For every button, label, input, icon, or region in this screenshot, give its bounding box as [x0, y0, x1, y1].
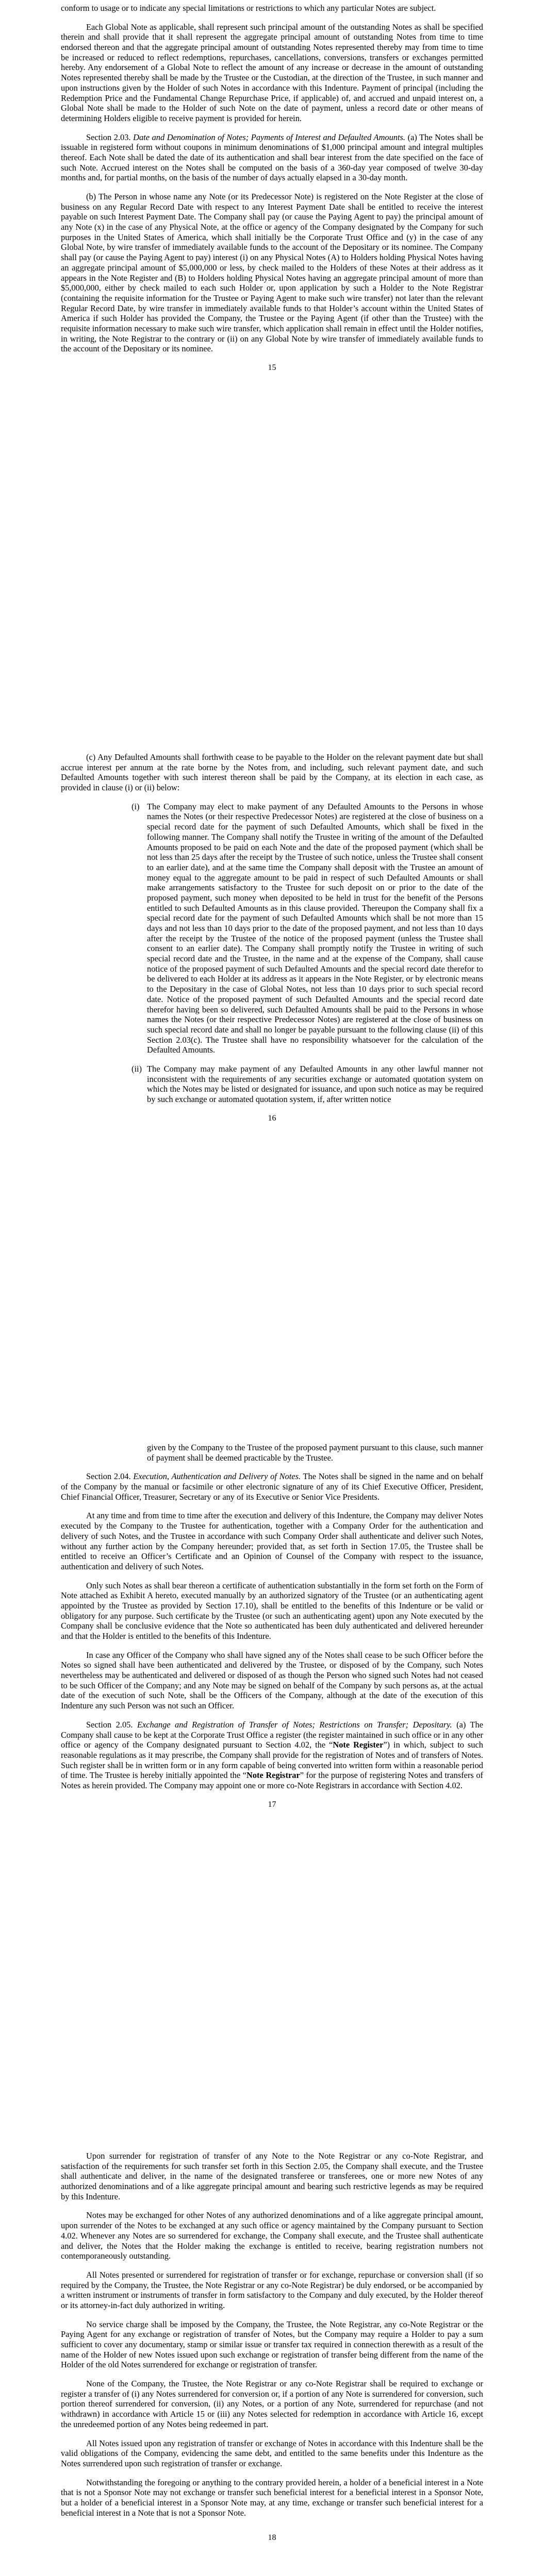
spacer [61, 2527, 483, 2533]
page-18 [0, 2120, 544, 2576]
section-2-03-heading: Section 2.03. [86, 132, 131, 142]
section-2-03-title: Date and Denomination of Notes; Payments of Interest and Defaulted Amounts. [133, 132, 406, 142]
paragraph-endorsement: All Notes presented or surrendered for registration of transfer or for exchange, repurchase or conversion shall (if so required by the Company, the Trustee, the Note Registrar or any co-Note Registrar) be duly endorsed, or be accompanied by a written instrument or instruments of transfer in form satisfactory to the Company and duly executed, by the Holder thereof or its attorney-in-fact duly authorized in writing. [61, 2269, 483, 2310]
section-2-04 [61, 1471, 483, 1502]
paragraph-global-note: Each Global Note as applicable, shall represent such principal amount of the outstanding Notes as shall be specified therein and shall provide that it shall represent the aggregate principal amount of outstanding Notes from time to time endorsed thereon and that the aggregate principal amount of outstanding Notes represented thereby may from time to time be increased or reduced to reflect redemptions, repurchases, cancellations, conversions, transfers or exchanges permitted hereby. Any endorsement of a Global Note to reflect the amount of any increase or decrease in the amount of outstanding Notes represented thereby shall be made by the Trustee or the Custodian, at the direction of the Trustee, in such manner and upon instructions given by the Holder of such Notes in accordance with this Indenture. Payment of principal (including the Redemption Price and the Fundamental Change Repurchase Price, if applicable) of, and accrued and unpaid interest on, a Global Note shall be made to the Holder of such Note on the date of payment, unless a record date or other means of determining Holders eligible to receive payment is provided for herein. [61, 22, 483, 123]
page-number: 15 [268, 363, 276, 372]
paragraph-no-exchange-required: None of the Company, the Trustee, the Note Registrar or any co-Note Registrar shall be required to exchange or register a transfer of (i) any Notes surrendered for conversion or, if a portion of any Note is surrendered for conversion, such portion thereof surrendered for conversion, (ii) any Notes, or a portion of any Note, surrendered for repurchase (and not withdrawn) in accordance with Article 15 or (iii) any Notes selected for redemption in accordance with Article 16, except the unredeemed portion of any Notes being redeemed in part. [61, 2379, 483, 2429]
section-2-05 [61, 1720, 483, 1791]
page-number: 18 [268, 2533, 276, 2543]
section-2-03-body: (a) The Notes shall be issuable in registered form without coupons in minimum denominations of $1,000 principal amount and integral multiples thereof. Each Note shall be dated the date of its authentication and shall bear interest from the date specified on the face of such Note. Accrued interest on the Notes shall be computed on the basis of a 360-day year composed of twelve 30-day months and, for partial months, on the basis of the number of days actually elapsed in a 30-day month. [61, 132, 483, 183]
page-17 [0, 1443, 544, 2120]
page-15 [0, 0, 544, 721]
paragraph-2-03-b: (b) The Person in whose name any Note (or its Predecessor Note) is registered on the Note Register at the close of business on any Regular Record Date with respect to any Interest Payment Date shall be entitled to receive the interest payable on such Interest Payment Date. The Company shall pay (or cause the Paying Agent to pay) the principal amount of any Note (x) in the case of any Physical Note, at the office or agency of the Company designated by the Company for such purposes in the United States of America, which shall initially be the Corporate Trust Office and (y) in the case of any Global Note, by wire transfer of immediately available funds to the account of the Depositary or its nominee. The Company shall pay (or cause the Paying Agent to pay) interest (i) on any Physical Notes (A) to Holders holding Physical Notes having an aggregate principal amount of $5,000,000 or less, by check mailed to the Holders of these Notes at their address as it appears in the Note Register and (B) to Holders holding Physical Notes having an aggregate principal amount of more than $5,000,000, either by check mailed to each such Holder or, upon application by such a Holder to the Note Registrar (containing the requisite information for the Trustee or Paying Agent to make such wire transfer) not later than the relevant Regular Record Date, by wire transfer in immediately available funds to that Holder’s account within the United States of America if such Holder has provided the Company, the Trustee or the Paying Agent (if other than the Trustee) with the requisite information necessary to make such wire transfer, which application shall remain in effect until the Holder notifies, in writing, the Note Registrar to the contrary or (ii) on any Global Note by wire transfer of immediately available funds to the account of the Depositary or its nominee. [61, 192, 483, 354]
clause-i-text: The Company may elect to make payment of any Defaulted Amounts to the Persons in whose names the Notes (or their respective Predecessor Notes) are registered at the close of business on a special record date for the payment of such Defaulted Amounts, which shall be fixed in the following manner. The Company shall notify the Trustee in writing of the amount of the Defaulted Amounts proposed to be paid on each Note and the date of the proposed payment (which shall be not less than 25 days after the receipt by the Trustee of such notice, unless the Trustee shall consent to an earlier date), and at the same time the Company shall deposit with the Trustee an amount of money equal to the aggregate amount to be paid in respect of such Defaulted Amounts or shall make arrangements satisfactory to the Trustee for such deposit on or prior to the date of the proposed payment, such money when deposited to be held in trust for the benefit of the Persons entitled to such Defaulted Amounts as in this clause provided. Thereupon the Company shall fix a special record date for the payment of such Defaulted Amounts which shall be not more than 15 days and not less than 10 days prior to the date of the proposed payment, and not less than 10 days after the receipt by the Trustee of the notice of the proposed payment (unless the Trustee shall consent to an earlier date). The Company shall promptly notify the Trustee in writing of such special record date and the Trustee, in the name and at the expense of the Company, shall cause notice of the proposed payment of such Defaulted Amounts and the special record date therefor to be delivered to each Holder at its address as it appears in the Note Register, or by electronic means to the Depositary in the case of Global Notes, not less than 10 days prior to such special record date. Notice of the proposed payment of such Defaulted Amounts and the special record date therefor having been so delivered, such Defaulted Amounts shall be paid to the Persons in whose names the Notes (or their respective Predecessor Notes) are registered at the close of business on such special record date and shall no longer be payable pursuant to the following clause (ii) of this Section 2.03(c). The Trustee shall have no responsibility whatsoever for the calculation of the Defaulted Amounts. [147, 801, 483, 1055]
paragraph-valid-obligations: All Notes issued upon any registration of transfer or exchange of Notes in accordance with this Indenture shall be the valid obligations of the Company, evidencing the same debt, and entitled to the same benefits under this Indenture as the Notes surrendered upon such registration of transfer or exchange. [61, 2438, 483, 2468]
section-2-04-body: The Notes shall be signed in the name and on behalf of the Company by the manual or facsimile or other electronic signature of any of its Chief Executive Officer, President, Chief Financial Officer, Treasurer, Secretary or any of its Executive or Senior Vice Presidents. [61, 1471, 483, 1502]
paragraph-authentication: At any time and from time to time after the execution and delivery of this Indenture, the Company may deliver Notes executed by the Company to the Trustee for authentication, together with a Company Order for the authentication and delivery of such Notes, and the Trustee in accordance with such Company Order shall authenticate and deliver such Notes, without any further action by the Company hereunder; provided that, as set forth in Section 17.05, the Trustee shall be entitled to receive an Officer’s Certificate and an Opinion of Counsel of the Company with respect to the issuance, authentication and delivery of such Notes. [61, 1511, 483, 1571]
clause-ii-continued [131, 1443, 483, 1463]
section-2-04-heading: Section 2.04. [86, 1471, 131, 1482]
section-2-05-body-b: ”) in which, subject to such reasonable regulations as it may prescribe, the Company shall provide for the registration of Notes and of transfers of Notes. Such register shall be in written form or in any form capable of being converted into written form within a reasonable period of time. The Trustee is hereby initially appointed the “ [61, 1740, 483, 1781]
section-2-05-body-c: ” for the purpose of registering Notes and transfers of Notes as herein provided. The Company may appoint one or more co-Note Registrars in accordance with Section 4.02. [61, 1770, 484, 1790]
section-2-05-heading: Section 2.05. [86, 1719, 133, 1730]
section-2-04-title: Execution, Authentication and Delivery of Notes. [133, 1471, 301, 1482]
paragraph-upon-surrender: Upon surrender for registration of transfer of any Note to the Note Registrar or any co-Note Registrar, and satisfaction of the requirements for such transfer set forth in this Section 2.05, the Company shall execute, and the Trustee shall authenticate and deliver, in the name of the designated transferee or transferees, one or more new Notes of any authorized denominations and of a like aggregate principal amount and bearing such restrictive legends as may be required by this Indenture. [61, 2151, 483, 2201]
paragraph-intro-continued: conform to usage or to indicate any special limitations or restrictions to which any particular Notes are subject. [61, 3, 436, 13]
clause-i [131, 802, 483, 1055]
section-2-03 [61, 132, 483, 183]
paragraph-officer: In case any Officer of the Company who shall have signed any of the Notes shall cease to be such Officer before the Notes so signed shall have been authenticated and delivered by the Trustee, or disposed of by the Company, such Notes nevertheless may be authenticated and delivered or disposed of as though the Person who signed such Notes had not ceased to be such Officer of the Company; and any Note may be signed on behalf of the Company by such persons as, at the actual date of the execution of such Note, shall be the Officers of the Company, although at the date of the execution of this Indenture any such Person was not such an Officer. [61, 1650, 483, 1711]
paragraph-certificate: Only such Notes as shall bear thereon a certificate of authentication substantially in the form set forth on the Form of Note attached as Exhibit A hereto, executed manually by an authorized signatory of the Trustee (or an authenticating agent appointed by the Trustee as provided by Section 17.10), shall be entitled to the benefits of this Indenture or be valid or obligatory for any purpose. Such certificate by the Trustee (or such an authenticating agent) upon any Note executed by the Company shall be conclusive evidence that the Note so authenticated has been duly authenticated and delivered hereunder and that the Holder is entitled to the benefits of this Indenture. [61, 1580, 483, 1641]
paragraph-sponsor-notes: Notwithstanding the foregoing or anything to the contrary provided herein, a holder of a beneficial interest in a Note that is not a Sponsor Note may not exchange or transfer such beneficial interest for a beneficial interest in a Sponsor Note, but a holder of a beneficial interest in a Sponsor Note may, at any time, exchange or transfer such beneficial interest for a beneficial interest in a Note that is not a Sponsor Note. [61, 2477, 483, 2518]
clause-ii-label: (ii) [131, 1063, 142, 1074]
paragraph-2-03-c: (c) Any Defaulted Amounts shall forthwith cease to be payable to the Holder on the relevant payment date but shall accrue interest per annum at the rate borne by the Notes from, and including, such relevant payment date, and such Defaulted Amounts together with such interest thereon shall be paid by the Company, at its election in each case, as provided in clause (i) or (ii) below: [61, 752, 483, 793]
clause-i-label: (i) [131, 801, 140, 811]
clause-ii [131, 1064, 483, 1105]
page-16 [0, 721, 544, 1443]
clause-ii-text: The Company may make payment of any Defaulted Amounts in any other lawful manner not inconsistent with the requirements of any securities exchange or automated quotation system on which the Notes may be listed or designated for issuance, and upon such notice as may be required by such exchange or automated quotation system, if, after written notice [147, 1063, 483, 1104]
page-number: 17 [268, 1800, 276, 1809]
paragraph-no-service-charge: No service charge shall be imposed by the Company, the Trustee, the Note Registrar, any co-Note Registrar or the Paying Agent for any exchange or registration of transfer of Notes, but the Company may require a Holder to pay a sum sufficient to cover any documentary, stamp or similar issue or transfer tax required in connection therewith as a result of the name of the Holder of new Notes issued upon such exchange or registration of transfer being different from the name of the Holder of the old Notes surrendered for exchange or registration of transfer. [61, 2319, 483, 2370]
section-2-05-title: Exchange and Registration of Transfer of Notes; Restrictions on Transfer; Depositary. [137, 1719, 452, 1730]
defined-term-note-registrar: Note Registrar [246, 1770, 300, 1781]
clause-ii-continued-text: given by the Company to the Trustee of the proposed payment pursuant to this clause, such manner of payment shall be deemed practicable by the Trustee. [147, 1443, 483, 1463]
paragraph-exchange: Notes may be exchanged for other Notes of any authorized denominations and of a like aggregate principal amount, upon surrender of the Notes to be exchanged at any such office or agency maintained by the Company pursuant to Section 4.02. Whenever any Notes are so surrendered for exchange, the Company shall execute, and the Trustee shall authenticate and deliver, the Notes that the Holder making the exchange is entitled to receive, bearing registration numbers not contemporaneously outstanding. [61, 2210, 483, 2261]
section-2-05-body-a: (a) The Company shall cause to be kept at the Corporate Trust Office a register (the register maintained in such office or in any other office or agency of the Company designated pursuant to Section 4.02, the “ [61, 1719, 484, 1750]
defined-term-note-register: Note Register [333, 1740, 384, 1750]
page-number: 16 [268, 1113, 276, 1123]
